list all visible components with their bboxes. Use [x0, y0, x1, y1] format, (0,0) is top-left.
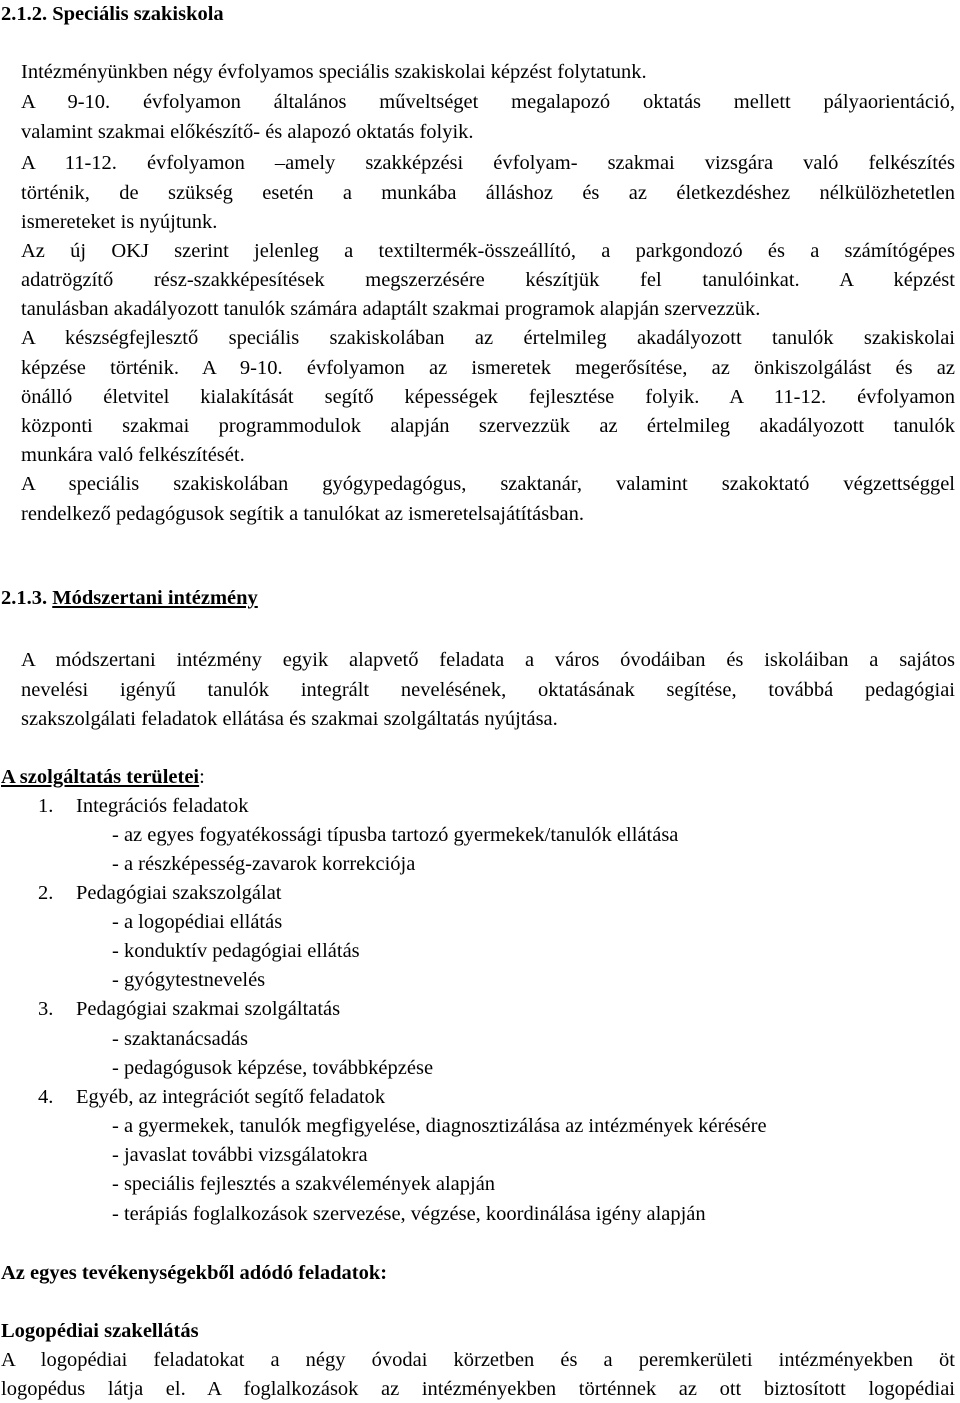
paragraph-line: A módszertani intézmény egyik alapvető feladata a város óvodáiban és iskoláiban a sajátos [21, 649, 955, 671]
list-subitem: - konduktív pedagógiai ellátás [112, 940, 360, 962]
paragraph-line: központi szakmai programmodulok alapján szervezzük az értelmileg akadályozott tanulók [21, 415, 955, 437]
services-heading [1, 765, 205, 789]
section-heading-213 [1, 586, 258, 610]
paragraph-line: Intézményünkben négy évfolyamos speciális szakiskolai képzést folytatunk. [21, 61, 647, 83]
list-item-title: Integrációs feladatok [76, 795, 249, 817]
list-subitem: - a logopédiai ellátás [112, 911, 283, 933]
paragraph-line: ismereteket is nyújtunk. [21, 211, 218, 233]
paragraph-line: történik, de szükség esetén a munkába álláshoz és az életkezdéshez nélkülözhetetlen [21, 182, 955, 204]
paragraph-line: A 11-12. évfolyamon –amely szakképzési évfolyam- szakmai vizsgára való felkészítés [21, 152, 955, 174]
list-number: 3. [38, 998, 54, 1020]
list-item-title: Pedagógiai szakszolgálat [76, 882, 282, 904]
services-heading-colon: : [199, 766, 205, 788]
paragraph-line: rendelkező pedagógusok segítik a tanulókat az ismeretelsajátításban. [21, 503, 584, 525]
list-subitem: - terápiás foglalkozások szervezése, végzése, koordinálása igény alapján [112, 1203, 706, 1225]
paragraph-line: önálló életvitel kialakítását segítő képességek fejlesztése folyik. A 11-12. évfolyamon [21, 386, 955, 408]
paragraph-line: A speciális szakiskolában gyógypedagógus, szaktanár, valamint szakoktató végzettséggel [21, 473, 955, 495]
services-heading-text: A szolgáltatás területei [1, 766, 200, 788]
list-number: 4. [38, 1086, 54, 1108]
section-title: Módszertani intézmény [52, 587, 258, 609]
paragraph-line: nevelési igényű tanulók integrált nevelésének, oktatásának segítése, továbbá pedagógiai [21, 679, 955, 701]
list-subitem: - a gyermekek, tanulók megfigyelése, diagnosztizálása az intézmények kérésére [112, 1115, 767, 1137]
paragraph-line: A logopédiai feladatokat a négy óvodai körzetben és a peremkerületi intézményekben öt [1, 1349, 955, 1371]
list-subitem: - az egyes fogyatékossági típusba tartozó gyermekek/tanulók ellátása [112, 824, 679, 846]
list-subitem: - a részképesség-zavarok korrekciója [112, 853, 416, 875]
list-subitem: - javaslat további vizsgálatokra [112, 1144, 368, 1166]
paragraph-line: adatrögzítő rész-szakképesítések megszerzésére készítjük fel tanulóinkat. A képzést [21, 269, 955, 291]
paragraph-line: képzése történik. A 9-10. évfolyamon az ismeretek megerősítése, az önkiszolgálást és az [21, 357, 955, 379]
list-subitem: - pedagógusok képzése, továbbképzése [112, 1057, 434, 1079]
list-number: 2. [38, 882, 54, 904]
logopedia-heading: Logopédiai szakellátás [1, 1320, 199, 1342]
list-item-title: Pedagógiai szakmai szolgáltatás [76, 998, 341, 1020]
list-item-title: Egyéb, az integrációt segítő feladatok [76, 1086, 386, 1108]
paragraph-line: logopédus látja el. A foglalkozások az intézményekben történnek az ott biztosított logopédiai [1, 1378, 955, 1400]
paragraph-line: A 9-10. évfolyamon általános műveltséget megalapozó oktatás mellett pályaorientáció, [21, 91, 955, 113]
paragraph-line: tanulásban akadályozott tanulók számára adaptált szakmai programok alapján szervezzük. [21, 298, 761, 320]
tasks-heading: Az egyes tevékenységekből adódó feladatok: [1, 1262, 388, 1284]
list-subitem: - gyógytestnevelés [112, 969, 266, 991]
paragraph-line: Az új OKJ szerint jelenleg a textiltermék-összeállító, a parkgondozó és a számítógépes [21, 240, 955, 262]
list-number: 1. [38, 795, 54, 817]
list-subitem: - szaktanácsadás [112, 1028, 249, 1050]
paragraph-line: A készségfejlesztő speciális szakiskolában az értelmileg akadályozott tanulók szakiskolai [21, 327, 955, 349]
list-subitem: - speciális fejlesztés a szakvélemények alapján [112, 1173, 496, 1195]
paragraph-line: munkára való felkészítését. [21, 444, 245, 466]
section-number: 2.1.3. [1, 587, 48, 609]
section-heading-212: 2.1.2. Speciális szakiskola [1, 3, 224, 25]
paragraph-line: szakszolgálati feladatok ellátása és szakmai szolgáltatás nyújtása. [21, 708, 558, 730]
paragraph-line: valamint szakmai előkészítő- és alapozó oktatás folyik. [21, 121, 474, 143]
